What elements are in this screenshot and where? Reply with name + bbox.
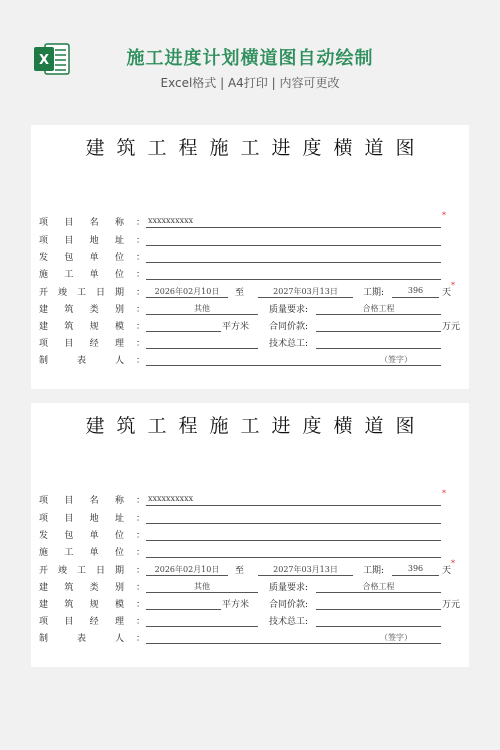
form-row-project-address bbox=[31, 233, 469, 247]
construction-unit-field[interactable] bbox=[146, 557, 441, 558]
contract-price-label: 合同价款: bbox=[269, 600, 309, 610]
end-date-field[interactable] bbox=[258, 575, 353, 576]
scale-unit: 平方米 bbox=[222, 600, 250, 610]
building-scale-field[interactable] bbox=[146, 609, 221, 610]
tech-director-label: 技术总工: bbox=[269, 339, 309, 349]
project-name-field[interactable] bbox=[146, 505, 441, 506]
colon: ： bbox=[136, 270, 146, 280]
form-row-prepared-by bbox=[31, 353, 469, 367]
field-label: 开 竣 工 日 期 bbox=[39, 288, 124, 298]
form-row-prepared-by bbox=[31, 631, 469, 645]
form-row-construction-unit bbox=[31, 545, 469, 559]
duration-label: 工期: bbox=[363, 566, 385, 576]
start-date-field[interactable] bbox=[146, 575, 228, 576]
quality-label: 质量要求: bbox=[269, 583, 309, 593]
contract-price-label: 合同价款: bbox=[269, 322, 309, 332]
project-name-value: xxxxxxxxxx bbox=[148, 216, 194, 225]
field-label: 发 包 单 位 bbox=[39, 253, 124, 263]
field-label: 建 筑 类 别 bbox=[39, 305, 124, 315]
building-type-value: 其他 bbox=[194, 582, 210, 591]
project-manager-field[interactable] bbox=[146, 348, 258, 349]
form-row-project-name bbox=[31, 489, 469, 507]
quality-value: 合格工程 bbox=[362, 304, 395, 313]
duration-value: 396 bbox=[407, 286, 424, 295]
field-label: 制 表 人 bbox=[39, 634, 124, 644]
field-label: 开 竣 工 日 期 bbox=[39, 566, 124, 576]
field-label: 制 表 人 bbox=[39, 356, 124, 366]
field-label: 施 工 单 位 bbox=[39, 548, 124, 558]
contractor-field[interactable] bbox=[146, 262, 441, 263]
colon: ： bbox=[136, 305, 146, 315]
duration-unit: 天 bbox=[442, 566, 452, 576]
required-mark: * bbox=[451, 281, 455, 290]
colon: ： bbox=[136, 566, 146, 576]
prepared-by-field[interactable] bbox=[146, 365, 441, 366]
signature-note: （签字） bbox=[380, 355, 412, 364]
colon: ： bbox=[136, 514, 146, 524]
svg-text:X: X bbox=[38, 53, 50, 68]
sheet-title: 建筑工程施工进度横道图 bbox=[85, 415, 427, 437]
construction-unit-field[interactable] bbox=[146, 279, 441, 280]
form-row-building-type bbox=[31, 302, 469, 316]
start-date-value: 2026年02月10日 bbox=[154, 287, 220, 296]
colon: ： bbox=[136, 236, 146, 246]
contract-unit: 万元 bbox=[442, 322, 461, 332]
field-label: 建 筑 规 模 bbox=[39, 322, 124, 332]
field-label: 项 目 名 称 bbox=[39, 496, 124, 506]
prepared-by-field[interactable] bbox=[146, 643, 441, 644]
sheet-title: 建筑工程施工进度横道图 bbox=[85, 137, 427, 159]
duration-field[interactable] bbox=[392, 297, 439, 298]
tech-director-field[interactable] bbox=[316, 626, 441, 627]
signature-note: （签字） bbox=[380, 633, 412, 642]
colon: ： bbox=[136, 356, 146, 366]
duration-label: 工期: bbox=[363, 288, 385, 298]
duration-unit: 天 bbox=[442, 288, 452, 298]
quality-label: 质量要求: bbox=[269, 305, 309, 315]
page-header bbox=[0, 0, 500, 110]
field-label: 建 筑 类 别 bbox=[39, 583, 124, 593]
start-date-value: 2026年02月10日 bbox=[154, 565, 220, 574]
form-sheet bbox=[31, 125, 469, 389]
form-row-project-name bbox=[31, 211, 469, 229]
start-date-field[interactable] bbox=[146, 297, 228, 298]
tech-director-label: 技术总工: bbox=[269, 617, 309, 627]
project-address-field[interactable] bbox=[146, 245, 441, 246]
form-row-project-manager bbox=[31, 614, 469, 628]
field-label: 项 目 地 址 bbox=[39, 514, 124, 524]
field-label: 建 筑 规 模 bbox=[39, 600, 124, 610]
quality-field[interactable] bbox=[316, 314, 441, 315]
building-type-field[interactable] bbox=[146, 314, 258, 315]
required-mark: * bbox=[442, 211, 446, 220]
required-mark: * bbox=[442, 489, 446, 498]
scale-unit: 平方米 bbox=[222, 322, 250, 332]
required-mark: * bbox=[451, 559, 455, 568]
colon: ： bbox=[136, 548, 146, 558]
form-row-project-address bbox=[31, 511, 469, 525]
form-row-building-scale bbox=[31, 319, 469, 333]
colon: ： bbox=[136, 531, 146, 541]
contract-unit: 万元 bbox=[442, 600, 461, 610]
form-row-dates bbox=[31, 559, 469, 577]
project-address-field[interactable] bbox=[146, 523, 441, 524]
project-name-value: xxxxxxxxxx bbox=[148, 494, 194, 503]
colon: ： bbox=[136, 253, 146, 263]
field-label: 项 目 经 理 bbox=[39, 617, 124, 627]
contract-price-field[interactable] bbox=[316, 331, 441, 332]
form-row-contractor bbox=[31, 250, 469, 264]
quality-field[interactable] bbox=[316, 592, 441, 593]
form-row-project-manager bbox=[31, 336, 469, 350]
page-subtitle: Excel格式 | A4打印 | 内容可更改 bbox=[160, 76, 340, 90]
building-type-field[interactable] bbox=[146, 592, 258, 593]
form-row-building-scale bbox=[31, 597, 469, 611]
colon: ： bbox=[136, 617, 146, 627]
end-date-value: 2027年03月13日 bbox=[273, 565, 338, 574]
field-label: 施 工 单 位 bbox=[39, 270, 124, 280]
end-date-field[interactable] bbox=[258, 297, 353, 298]
form-sheet bbox=[31, 403, 469, 667]
page-title: 施工进度计划横道图自动绘制 bbox=[126, 48, 374, 69]
field-label: 项 目 地 址 bbox=[39, 236, 124, 246]
duration-value: 396 bbox=[407, 564, 424, 573]
form-row-contractor bbox=[31, 528, 469, 542]
date-range-separator: 至 bbox=[235, 288, 245, 298]
contract-price-field[interactable] bbox=[316, 609, 441, 610]
colon: ： bbox=[136, 218, 146, 228]
field-label: 发 包 单 位 bbox=[39, 531, 124, 541]
form-row-building-type bbox=[31, 580, 469, 594]
project-manager-field[interactable] bbox=[146, 626, 258, 627]
building-type-value: 其他 bbox=[194, 304, 210, 313]
colon: ： bbox=[136, 600, 146, 610]
date-range-separator: 至 bbox=[235, 566, 245, 576]
contractor-field[interactable] bbox=[146, 540, 441, 541]
colon: ： bbox=[136, 634, 146, 644]
project-name-field[interactable] bbox=[146, 227, 441, 228]
colon: ： bbox=[136, 496, 146, 506]
form-row-dates bbox=[31, 281, 469, 299]
form-row-construction-unit bbox=[31, 267, 469, 281]
tech-director-field[interactable] bbox=[316, 348, 441, 349]
colon: ： bbox=[136, 322, 146, 332]
end-date-value: 2027年03月13日 bbox=[273, 287, 338, 296]
duration-field[interactable] bbox=[392, 575, 439, 576]
building-scale-field[interactable] bbox=[146, 331, 221, 332]
field-label: 项 目 经 理 bbox=[39, 339, 124, 349]
colon: ： bbox=[136, 583, 146, 593]
colon: ： bbox=[136, 288, 146, 298]
quality-value: 合格工程 bbox=[362, 582, 395, 591]
colon: ： bbox=[136, 339, 146, 349]
field-label: 项 目 名 称 bbox=[39, 218, 124, 228]
